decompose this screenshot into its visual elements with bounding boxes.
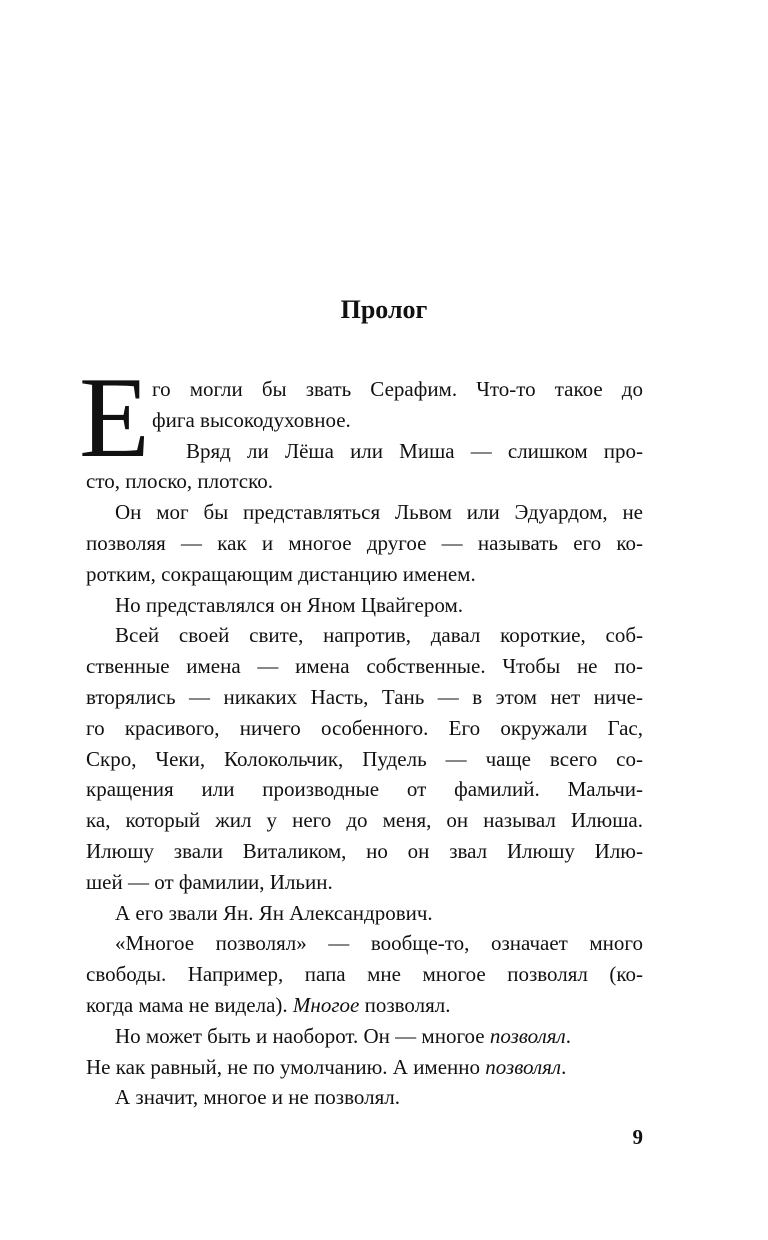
text-line	[86, 1052, 643, 1083]
text-line: Илюшу звали Виталиком, но он звал Илюшу Илю-	[86, 838, 643, 863]
text-line	[86, 990, 643, 1021]
emphasis-text: позволял	[489, 1023, 566, 1048]
page-number: 9	[632, 1125, 643, 1149]
text-segment: Но может быть и наоборот. Он — многое	[115, 1023, 485, 1048]
text-line: А его звали Ян. Ян Александрович.	[115, 900, 433, 925]
text-line: кращения или производные от фамилий. Мальчи-	[86, 777, 643, 802]
chapter-title: Пролог	[340, 295, 428, 324]
text-line: Он мог бы представляться Львом или Эдуардом, не	[115, 500, 643, 525]
text-line: ка, который жил у него до меня, он называл Илюша.	[86, 808, 643, 833]
text-line: ротким, сокращающим дистанцию именем.	[86, 561, 476, 586]
text-segment: позволял.	[364, 992, 451, 1017]
text-segment: когда мама не видела).	[86, 992, 288, 1017]
text-line: «Многое позволял» — вообще-то, означает много	[115, 931, 643, 956]
text-line: свободы. Например, папа мне многое позволял (ко-	[86, 962, 643, 987]
text-line	[86, 1021, 643, 1052]
text-line: А значит, многое и не позволял.	[115, 1085, 400, 1110]
text-line: ственные имена — имена собственные. Чтобы не по-	[86, 654, 643, 679]
text-segment: Не как равный, не по умолчанию. А именно	[86, 1054, 481, 1079]
text-segment: .	[561, 1054, 567, 1079]
text-line: сто, плоско, плотско.	[86, 469, 274, 494]
text-line: Всей своей свите, напротив, давал короткие, соб-	[115, 623, 643, 648]
text-line: фига высокодуховное.	[152, 407, 351, 432]
emphasis-text: Многое	[292, 992, 360, 1017]
text-line: позволяя — как и многое другое — называть его ко-	[86, 530, 643, 555]
text-line: го красивого, ничего особенного. Его окружали Гас,	[86, 715, 643, 740]
text-line: Скро, Чеки, Колокольчик, Пудель — чаще всего со-	[86, 746, 643, 771]
text-line: шей — от фамилии, Ильин.	[86, 869, 333, 894]
emphasis-text: позволял	[485, 1054, 562, 1079]
text-line: го могли бы звать Серафим. Что-то такое до	[152, 377, 643, 401]
drop-cap-letter: Е	[79, 354, 150, 482]
text-line: Но представлялся он Яном Цвайгером.	[115, 592, 463, 617]
body-text	[86, 374, 643, 1113]
text-line: вторялись — никаких Насть, Тань — в этом нет ниче-	[86, 684, 643, 709]
text-line: Вряд ли Лёша или Миша — слишком про-	[186, 438, 643, 463]
text-segment: .	[565, 1023, 571, 1048]
